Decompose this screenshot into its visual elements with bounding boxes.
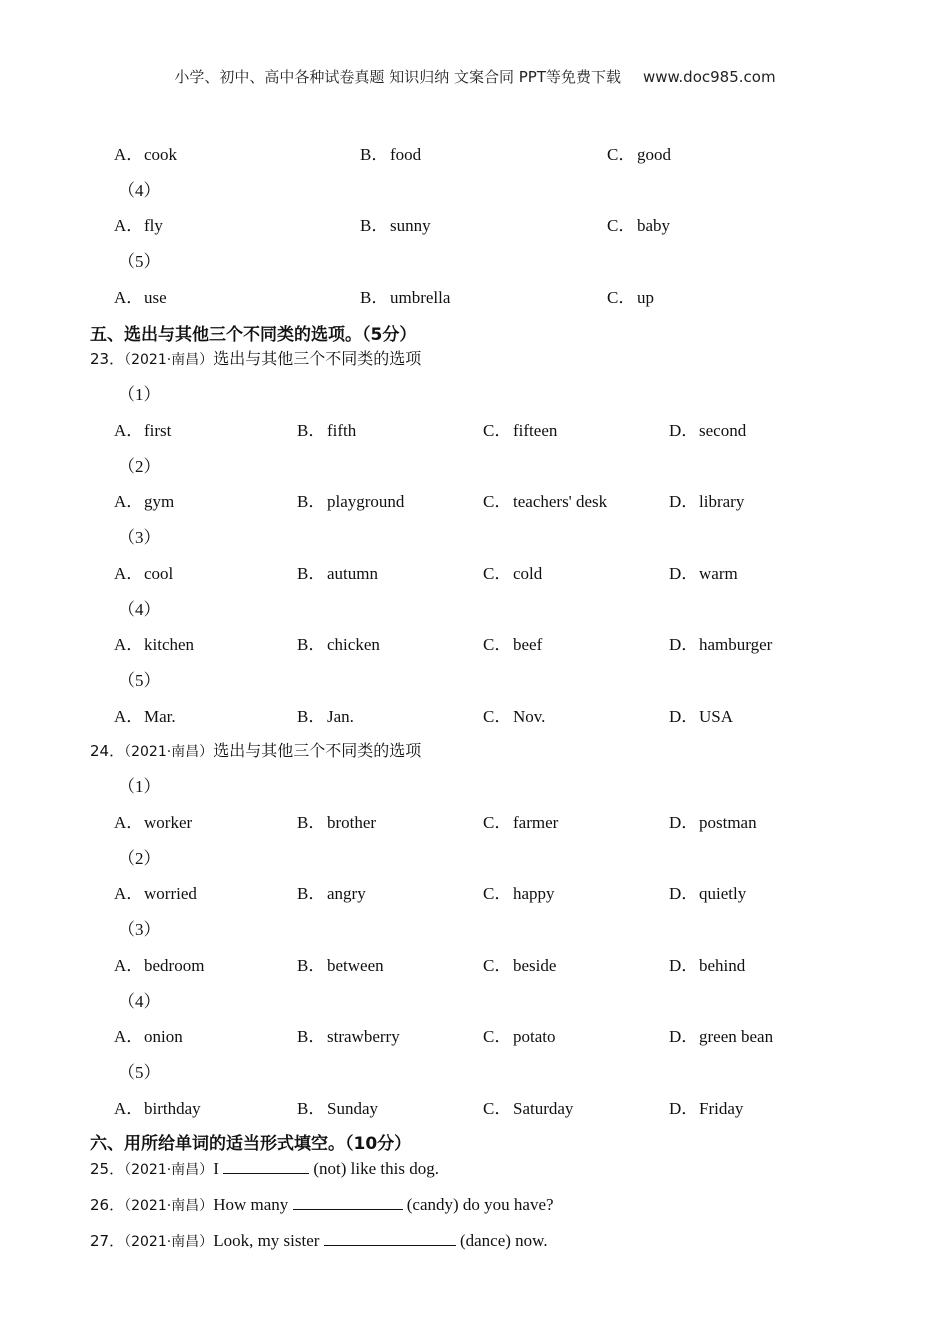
option-c: C．farmer xyxy=(483,812,559,832)
sub-question-label: （4） xyxy=(118,991,161,1011)
sub-question-label: （5） xyxy=(118,1063,161,1082)
option-c: C．good xyxy=(607,145,671,164)
section-title: 六、用所给单词的适当形式填空。（10分） xyxy=(90,1134,412,1154)
option-a: A．cool xyxy=(114,563,174,583)
option-c: C．baby xyxy=(607,216,671,235)
option-a: A．first xyxy=(114,420,172,440)
option-a: A．onion xyxy=(114,1027,183,1046)
section-title: 五、选出与其他三个不同类的选项。（5分） xyxy=(90,325,417,345)
option-b: B．Jan. xyxy=(297,706,354,726)
sub-question-label: （4） xyxy=(118,599,161,619)
option-b: B．between xyxy=(297,955,384,975)
option-a: A．worker xyxy=(114,812,193,832)
option-c: C．happy xyxy=(483,884,555,903)
option-c: C．cold xyxy=(483,563,543,583)
option-a: A．birthday xyxy=(114,1098,201,1118)
option-c: C．teachers' desk xyxy=(483,492,608,511)
option-b: B．chicken xyxy=(297,635,380,654)
option-c: C．beside xyxy=(483,955,557,975)
option-b: B．umbrella xyxy=(360,288,451,307)
option-b: B．food xyxy=(360,145,422,164)
question-27: 27．（2021·南昌）Look, my sister (dance) now. xyxy=(90,1231,548,1250)
option-c: C．up xyxy=(607,288,654,307)
answer-blank[interactable] xyxy=(223,1157,309,1174)
option-d: D．library xyxy=(669,492,745,511)
option-b: B．playground xyxy=(297,492,405,511)
option-b: B．strawberry xyxy=(297,1027,400,1046)
question-25: 25．（2021·南昌）I (not) like this dog. xyxy=(90,1159,439,1178)
option-b: B．Sunday xyxy=(297,1098,378,1118)
option-a: A．worried xyxy=(114,884,197,903)
question-24-stem: 24．（2021·南昌）选出与其他三个不同类的选项 xyxy=(90,741,422,760)
question-26: 26．（2021·南昌）How many (candy) do you have? xyxy=(90,1195,554,1214)
sub-question-label: （5） xyxy=(118,671,161,690)
sub-question-label: （5） xyxy=(118,252,161,271)
answer-blank[interactable] xyxy=(324,1229,456,1246)
option-d: D．USA xyxy=(669,706,734,726)
question-23-stem: 23．（2021·南昌）选出与其他三个不同类的选项 xyxy=(90,349,422,368)
sub-question-label: （1） xyxy=(118,777,161,796)
option-b: B．angry xyxy=(297,884,366,903)
option-b: B．autumn xyxy=(297,563,378,583)
option-d: D．quietly xyxy=(669,884,747,903)
option-a: A．kitchen xyxy=(114,635,195,654)
option-b: B．sunny xyxy=(360,216,431,235)
sub-question-label: （1） xyxy=(118,385,161,404)
option-d: D．warm xyxy=(669,563,738,583)
header-text: 小学、初中、高中各种试卷真题 知识归纳 文案合同 PPT等免费下载 xyxy=(174,68,621,86)
option-a: A．gym xyxy=(114,492,175,511)
sub-question-label: （3） xyxy=(118,920,161,939)
header-site: www.doc985.com xyxy=(642,68,776,86)
option-b: B．brother xyxy=(297,812,377,832)
option-d: D．hamburger xyxy=(669,635,773,654)
option-a: A．bedroom xyxy=(114,955,205,975)
option-d: D．Friday xyxy=(669,1098,744,1118)
sub-question-label: （2） xyxy=(118,848,161,868)
sub-question-label: （3） xyxy=(118,528,161,547)
page-header xyxy=(0,66,950,87)
option-a: A．Mar. xyxy=(114,706,176,726)
sub-question-label: （2） xyxy=(118,456,161,476)
option-a: A．cook xyxy=(114,145,178,164)
sub-question-label: （4） xyxy=(118,181,161,200)
option-a: A．use xyxy=(114,288,167,307)
option-b: B．fifth xyxy=(297,420,357,440)
option-d: D．behind xyxy=(669,955,746,975)
option-d: D．postman xyxy=(669,812,757,832)
option-d: D．second xyxy=(669,420,747,440)
option-c: C．potato xyxy=(483,1027,556,1046)
option-c: C．Saturday xyxy=(483,1098,574,1118)
option-c: C．beef xyxy=(483,635,543,654)
option-d: D．green bean xyxy=(669,1027,774,1046)
option-c: C．Nov. xyxy=(483,706,546,726)
answer-blank[interactable] xyxy=(293,1193,403,1210)
option-c: C．fifteen xyxy=(483,420,558,440)
option-a: A．fly xyxy=(114,216,163,235)
